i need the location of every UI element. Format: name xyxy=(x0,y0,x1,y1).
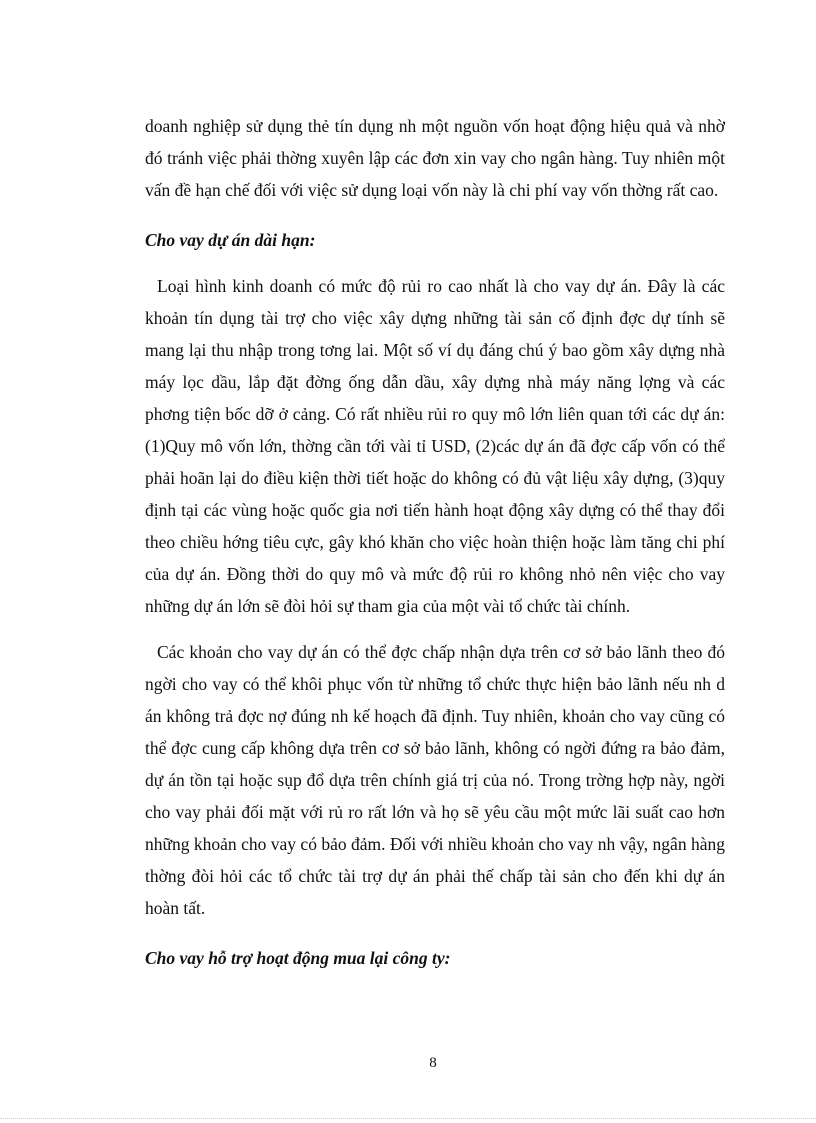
paragraph-project-loan-risks: Loại hình kinh doanh có mức độ rủi ro cao nhất là cho vay dự án. Đây là các khoản tín dụng tài trợ cho việc xây dựng những tài sản cố định đợc dự tính sẽ mang lại thu nhập trong tơng lai. Một số ví dụ đáng chú ý bao gồm xây dựng nhà máy lọc dầu, lắp đặt đờng ống dẫn dầu, xây dựng nhà máy năng lợng và các phơng tiện bốc dỡ ở cảng. Có rất nhiều rủi ro quy mô lớn liên quan tới các dự án: (1)Quy mô vốn lớn, thờng cần tới vài tỉ USD, (2)các dự án đã đợc cấp vốn có thể phải hoãn lại do điều kiện thời tiết hoặc do không có đủ vật liệu xây dựng, (3)quy định tại các vùng hoặc quốc gia nơi tiến hành hoạt động xây dựng có thể thay đổi theo chiều hớng tiêu cực, gây khó khăn cho việc hoàn thiện hoặc làm tăng chi phí của dự án. Đồng thời do quy mô và mức độ rủi ro không nhỏ nên việc cho vay những dự án lớn sẽ đòi hỏi sự tham gia của một vài tổ chức tài chính. xyxy=(145,276,725,616)
spacer xyxy=(145,924,725,942)
heading-long-term-project-loans: Cho vay dự án dài hạn: xyxy=(145,230,316,250)
spacer xyxy=(145,206,725,224)
paragraph-project-loan-guarantees: Các khoản cho vay dự án có thể đợc chấp nhận dựa trên cơ sở bảo lãnh theo đó ngời cho vay có thể khôi phục vốn từ những tổ chức thực hiện bảo lãnh nếu nh d án không trả đợc nợ đúng nh kế hoạch đã định. Tuy nhiên, khoản cho vay cũng có thể đợc cung cấp không dựa trên cơ sở bảo lãnh, không có ngời đứng ra bảo đảm, dự án tồn tại hoặc sụp đổ dựa trên chính giá trị của nó. Trong trờng hợp này, ngời cho vay phải đối mặt với rủ ro rất lớn và họ sẽ yêu cầu một mức lãi suất cao hơn những khoản cho vay có bảo đảm. Đối với nhiều khoản cho vay nh vậy, ngân hàng thờng đòi hỏi các tổ chức tài trợ dự án phải thế chấp tài sản cho đến khi dự án hoàn tất. xyxy=(145,642,725,918)
heading-acquisition-loans: Cho vay hỗ trợ hoạt động mua lại công ty: xyxy=(145,948,451,968)
document-body xyxy=(145,110,725,974)
spacer xyxy=(145,256,725,270)
paragraph-credit-card-financing: doanh nghiệp sử dụng thẻ tín dụng nh một nguồn vốn hoạt động hiệu quả và nhờ đó tránh việc phải thờng xuyên lập các đơn xin vay cho ngân hàng. Tuy nhiên một vấn đề hạn chế đối với việc sử dụng loại vốn này là chi phí vay vốn thờng rất cao. xyxy=(145,116,725,200)
spacer xyxy=(145,622,725,636)
page-number: 8 xyxy=(429,1055,437,1071)
page-bottom-divider xyxy=(0,1118,816,1119)
